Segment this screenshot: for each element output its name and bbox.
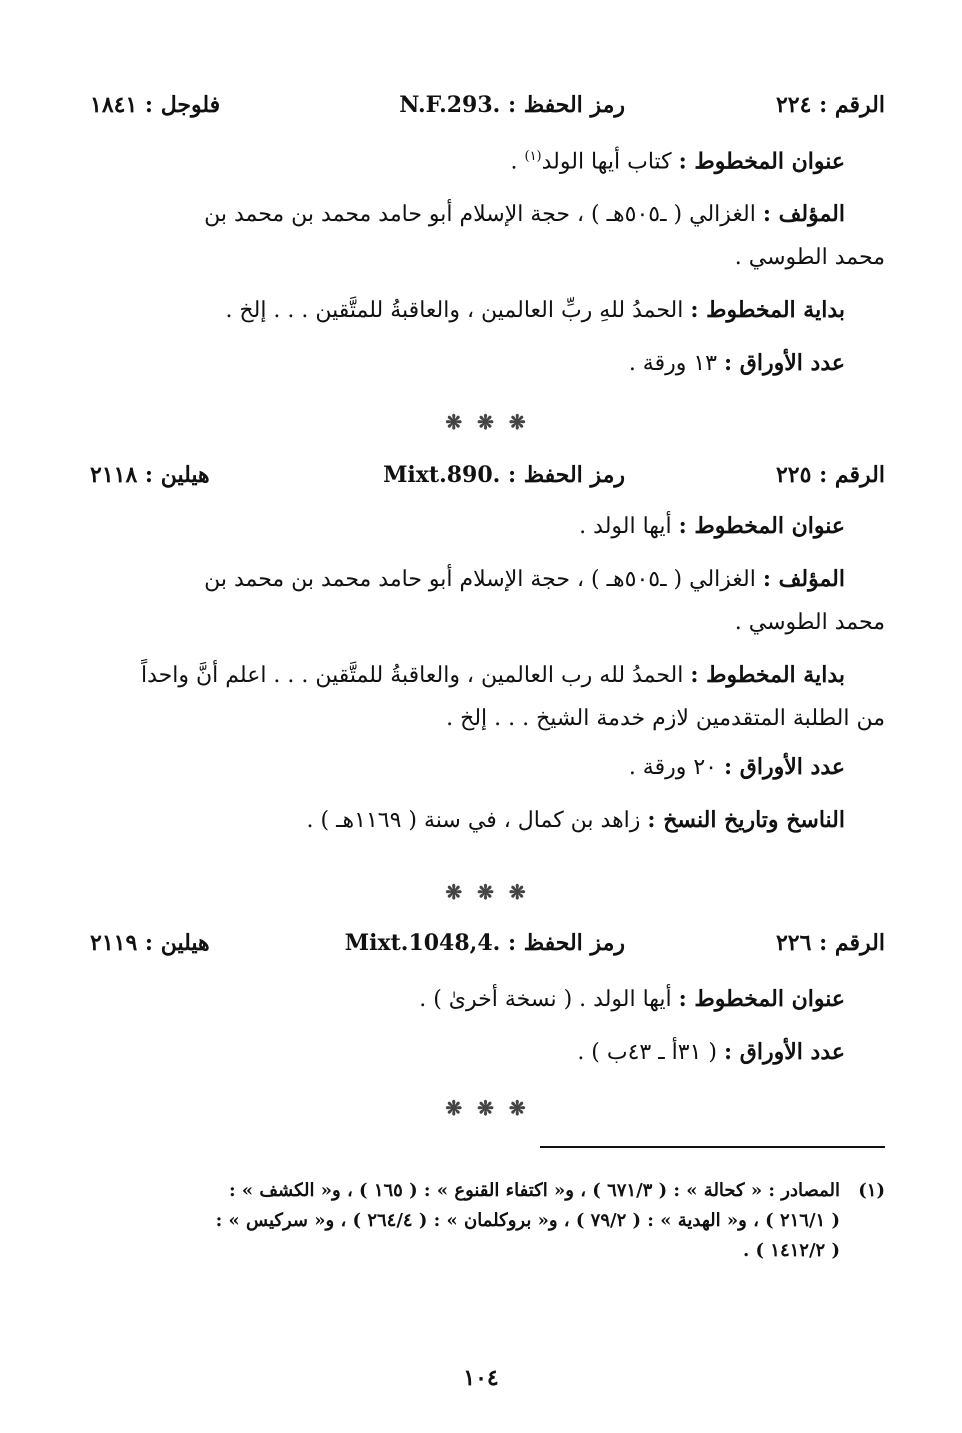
incipit-value: الحمدُ للهِ ربِّ العالمين ، والعاقبةُ للمتَّقين . . . إلخ . — [225, 298, 684, 324]
incipit-value: الحمدُ لله رب العالمين ، والعاقبةُ للمتَّقين . . . اعلم أنَّ واحداً — [141, 663, 684, 688]
folios-field — [90, 1031, 885, 1074]
author-value: الغزالي ( ـ٥٠٥هـ ) ، حجة الإسلام أبو حامد محمد بن محمد بن — [204, 567, 756, 592]
shelfmark — [345, 930, 625, 956]
entry-header — [90, 930, 885, 970]
folios-label: عدد الأوراق : — [724, 754, 845, 780]
catalog-entry — [90, 930, 885, 1074]
shelfmark — [399, 92, 625, 118]
title-label: عنوان المخطوط : — [678, 148, 845, 175]
catalog-reference: هيلين : ٢١١٨ — [90, 462, 210, 488]
catalog-reference: هيلين : ٢١١٩ — [90, 930, 210, 956]
folios-field — [90, 746, 885, 789]
footnote-line-2: ( ٢١٦/١ ) ، و« الهدية » : ( ٧٩/٢ ) ، و« بروكلمان » : ( ٢٦٤/٤ ) ، و« سركيس » : — [215, 1210, 840, 1231]
footnote-divider — [540, 1146, 885, 1148]
shelfmark-label: رمز الحفظ : — [507, 930, 625, 956]
shelfmark-label: رمز الحفظ : — [507, 92, 625, 118]
title-value: أيها الولد . ( نسخة أخرىٰ ) . — [419, 987, 672, 1012]
title-value: كتاب أيها الولد — [541, 149, 672, 175]
folios-value: ( ٣١أ ـ ٤٣ب ) . — [577, 1040, 717, 1065]
shelfmark-value: Mixt.890. — [383, 462, 501, 488]
shelfmark-label: رمز الحفظ : — [507, 462, 625, 488]
folios-value: ٢٠ ورقة . — [628, 755, 717, 780]
folios-field — [90, 342, 885, 385]
catalog-reference: فلوجل : ١٨٤١ — [90, 92, 221, 118]
catalog-entry — [90, 92, 885, 385]
author-line-1 — [90, 558, 885, 601]
incipit-line-1 — [90, 654, 885, 697]
folios-label: عدد الأوراق : — [724, 350, 845, 377]
author-line-1 — [90, 193, 885, 236]
author-field — [90, 558, 885, 644]
author-value: الغزالي ( ـ٥٠٥هـ ) ، حجة الإسلام أبو حامد محمد بن محمد بن — [204, 202, 756, 228]
folios-value: ١٣ ورقة . — [628, 351, 717, 377]
entry-number: الرقم : ٢٢٦ — [775, 930, 885, 956]
shelfmark-value: N.F.293. — [399, 92, 501, 118]
author-label: المؤلف : — [762, 201, 845, 228]
title-value: أيها الولد . — [579, 514, 672, 539]
author-field — [90, 193, 885, 279]
title-field — [90, 978, 885, 1021]
author-label: المؤلف : — [762, 566, 845, 592]
page-number: ١٠٤ — [463, 1365, 499, 1391]
title-field — [90, 135, 885, 183]
title-field — [90, 505, 885, 548]
shelfmark — [383, 462, 625, 488]
title-label: عنوان المخطوط : — [678, 513, 845, 539]
footnote-text-1: المصادر : « كحالة » : ( ٦٧١/٣ ) ، و« اكتفاء القنوع » : ( ١٦٥ ) ، و« الكشف » : — [228, 1180, 840, 1201]
footnote-line-3: ( ١٤١٢/٢ ) . — [742, 1240, 840, 1261]
entry-separator: ❋ ❋ ❋ — [445, 880, 530, 904]
catalog-entry — [90, 462, 885, 842]
incipit-label: بداية المخطوط : — [690, 662, 845, 688]
entry-header — [90, 462, 885, 502]
incipit-line-2: من الطلبة المتقدمين لازم خدمة الشيخ . . . إلخ . — [446, 706, 885, 731]
footnote-line-1 — [85, 1176, 885, 1206]
footnote-mark: (١) — [858, 1180, 885, 1201]
incipit-label: بداية المخطوط : — [690, 297, 845, 324]
copyist-value: زاهد بن كمال ، في سنة ( ١١٦٩هـ ) . — [306, 808, 641, 833]
entry-number: الرقم : ٢٢٤ — [775, 92, 885, 118]
shelfmark-value: Mixt.1048,4. — [344, 930, 501, 956]
incipit-field — [90, 654, 885, 740]
copyist-label: الناسخ وتاريخ النسخ : — [647, 807, 845, 833]
author-line-2: محمد الطوسي . — [734, 610, 885, 635]
author-line-2: محمد الطوسي . — [734, 245, 885, 271]
entry-header — [90, 92, 885, 132]
entry-number: الرقم : ٢٢٥ — [775, 462, 885, 488]
title-end: . — [510, 149, 525, 175]
folios-label: عدد الأوراق : — [724, 1039, 845, 1065]
footnote — [85, 1176, 885, 1266]
entry-separator: ❋ ❋ ❋ — [445, 1096, 530, 1120]
title-label: عنوان المخطوط : — [678, 986, 845, 1012]
footnote-ref: (١) — [524, 149, 542, 164]
entry-separator: ❋ ❋ ❋ — [445, 410, 530, 434]
incipit-field — [90, 289, 885, 332]
copyist-field — [90, 799, 885, 842]
